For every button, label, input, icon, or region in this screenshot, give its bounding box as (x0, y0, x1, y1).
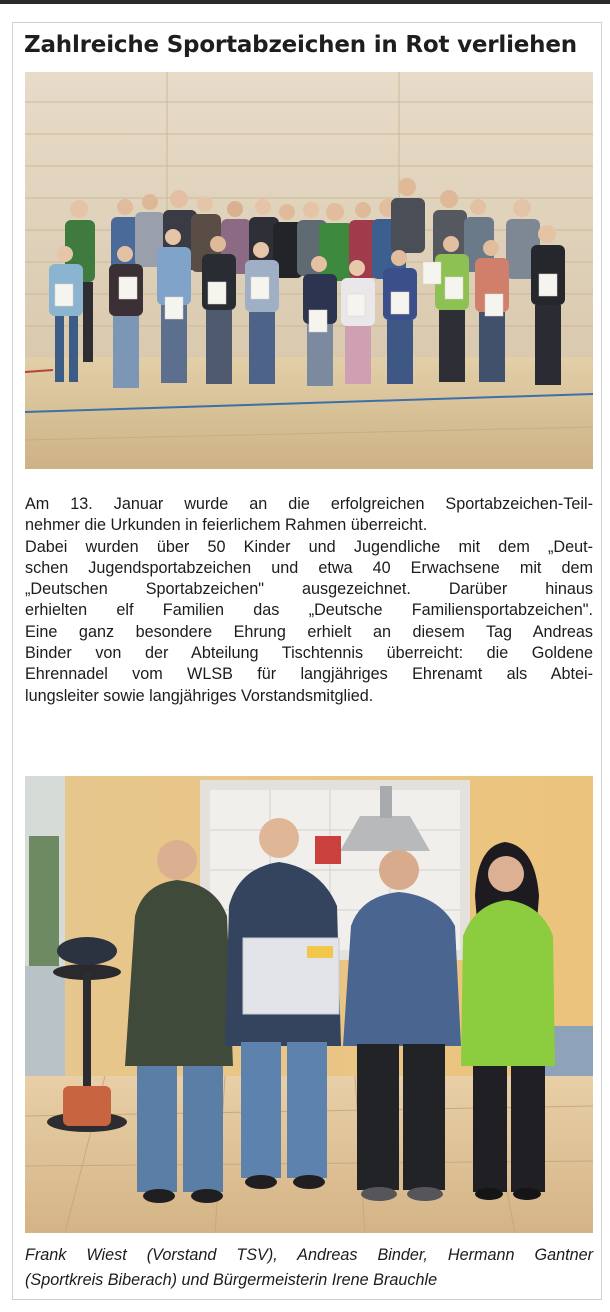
body-line-9: Ehrennadel vom WLSB für langjähriges Ehrenamt als Abtei- (25, 665, 593, 684)
caption-line-2: (Sportkreis Biberach) und Bürgermeisterin Irene Brauchle (25, 1271, 438, 1289)
body-line-2: nehmer die Urkunden in feierlichem Rahmen überreicht. (25, 516, 428, 535)
group-photo (25, 72, 593, 469)
body-line-10: lungsleiter sowie langjähriges Vorstandsmitglied. (25, 686, 374, 705)
body-line-7: Eine ganz besondere Ehrung erhielt an diesem Tag Andreas (25, 622, 593, 641)
photo-caption (25, 1243, 593, 1293)
article-body (25, 494, 593, 707)
article-headline: Zahlreiche Sportabzeichen in Rot verliehen (24, 32, 577, 58)
caption-line-1: Frank Wiest (Vorstand TSV), Andreas Binder, Hermann Gantner (25, 1246, 593, 1264)
award-photo-drawing (25, 776, 593, 1233)
award-photo (25, 776, 593, 1233)
body-line-8: Binder von der Abteilung Tischtennis überreicht: die Goldene (25, 644, 593, 663)
body-line-5: „Deutschen Sportabzeichen" ausgezeichnet. Darüber hinaus (25, 580, 593, 599)
body-line-1: Am 13. Januar wurde an die erfolgreichen Sportabzeichen-Teil- (25, 495, 593, 513)
top-rule (0, 0, 610, 4)
body-line-4: schen Jugendsportabzeichen und etwa 40 Erwachsene mit dem (25, 558, 593, 577)
body-line-6: erhielten elf Familien das „Deutsche Familiensportabzeichen". (25, 601, 593, 620)
group-photo-drawing (25, 72, 593, 469)
body-line-3: Dabei wurden über 50 Kinder und Jugendliche mit dem „Deut- (25, 537, 593, 556)
